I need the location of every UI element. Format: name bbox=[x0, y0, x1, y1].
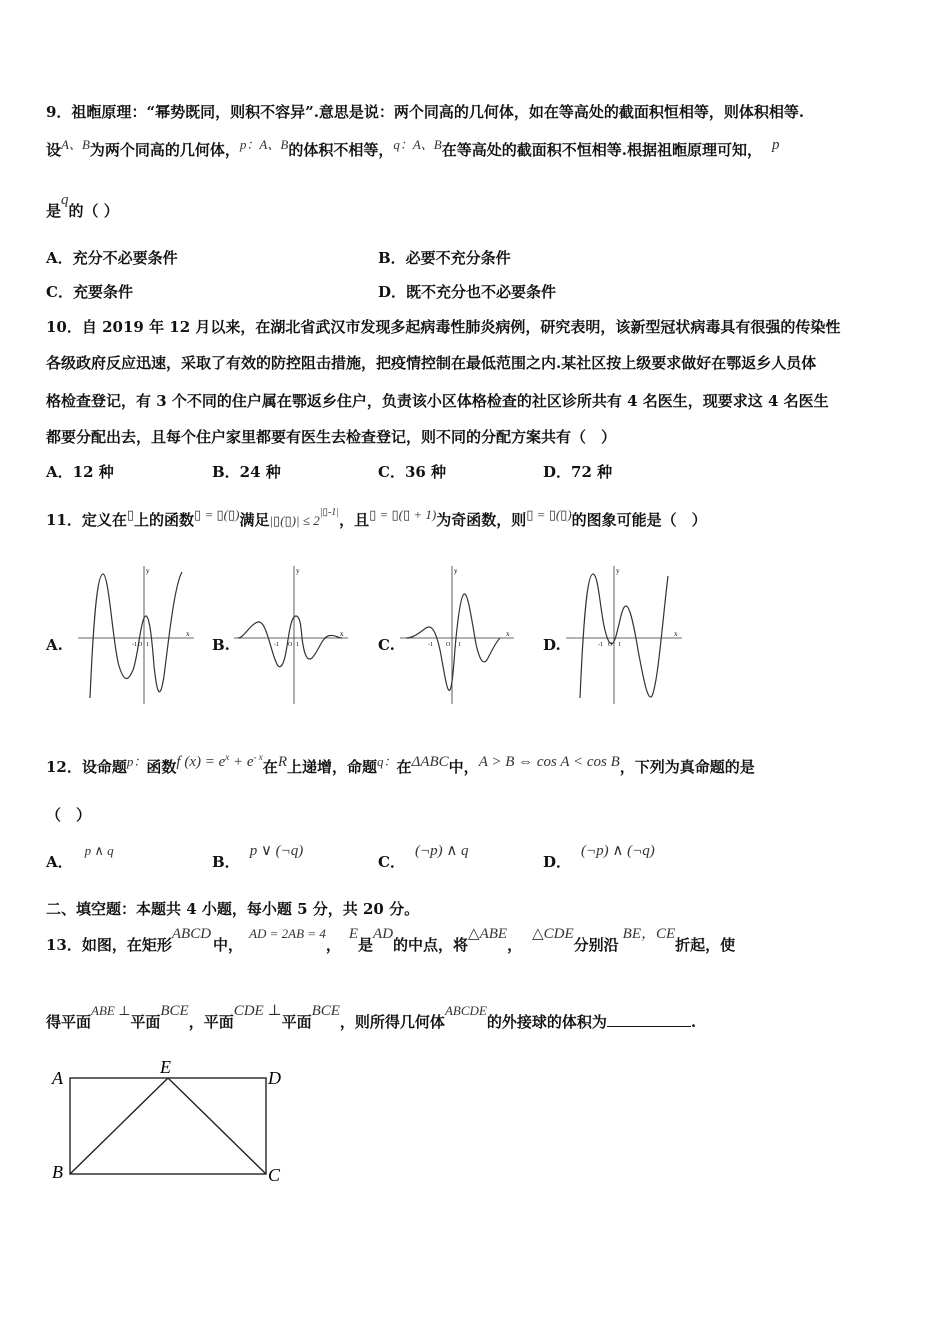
tick-origin: O bbox=[138, 642, 143, 648]
tick-neg-1: -1 bbox=[132, 642, 137, 648]
tick-pos-1: 1 bbox=[146, 642, 149, 648]
tick-origin: O bbox=[288, 642, 293, 648]
q13-rectangle-figure bbox=[48, 1056, 298, 1184]
q10-option-b: B．24 种 bbox=[212, 463, 281, 481]
q10-line3: 格检查登记，有 3 个不同的住户属在鄂返乡住户，负责该小区体格检查的社区诊所共有 4 名医生，现要求这 4 名医生 bbox=[46, 392, 829, 410]
q12-option-c: C．(¬p) ∧ q bbox=[378, 843, 469, 871]
q10-option-d: D．72 种 bbox=[543, 463, 613, 481]
q11-label-a: A. bbox=[46, 636, 63, 654]
x-label: x bbox=[674, 630, 678, 638]
q10-option-c: C．36 种 bbox=[378, 463, 447, 481]
q9-option-b: B．必要不充分条件 bbox=[378, 249, 511, 267]
q10-option-a: A．12 种 bbox=[46, 463, 114, 481]
q9-option-c: C．充要条件 bbox=[46, 283, 133, 301]
segment-be bbox=[70, 1078, 168, 1174]
q13-line1: 13．如图，在矩形ABCD中，AD = 2AB = 4，E是AD的中点，将△ABE，△CDE分别沿BE，CE折起，使 bbox=[46, 926, 736, 954]
q9-line1: 9．祖暅原理：“幂势既同，则积不容异”.意思是说：两个同高的几何体，如在等高处的截面积恒相等，则体积相等. bbox=[46, 103, 805, 121]
q10-line4: 都要分配出去，且每个住户家里都要有医生去检查登记，则不同的分配方案共有（ ） bbox=[46, 428, 617, 446]
label-a: A bbox=[52, 1068, 63, 1088]
tick-neg-1: -1 bbox=[428, 642, 433, 648]
answer-blank[interactable] bbox=[607, 1012, 691, 1027]
section-heading-fill-in: 二、填空题：本题共 4 小题，每小题 5 分，共 20 分。 bbox=[46, 900, 420, 918]
q12-option-a: A．p ∧ q bbox=[46, 843, 114, 871]
x-label: x bbox=[340, 630, 344, 638]
q12-stem: 12．设命题p：函数f $(x) = e^x + e^{- x}$在R上递增，命题q：在ΔABC中，A > B ⇔ cos A < cos B，下列为真命题的是 bbox=[46, 752, 755, 776]
curve bbox=[580, 574, 668, 698]
q12-option-d: D．(¬p) ∧ (¬q) bbox=[543, 843, 655, 871]
y-label: y bbox=[146, 567, 150, 575]
tick-origin: O bbox=[446, 642, 451, 648]
q13-line2: 得平面ABE ⊥平面BCE，平面CDE ⊥平面BCE，则所得几何体ABCDE的外接球的体积为 . bbox=[46, 1003, 697, 1031]
q11-graph-c bbox=[400, 566, 520, 704]
tick-neg-1: -1 bbox=[274, 642, 279, 648]
q10-line1: 10．自 2019 年 12 月以来，在湖北省武汉市发现多起病毒性肺炎病例，研究表明，该新型冠状病毒具有很强的传染性 bbox=[46, 318, 841, 336]
tick-pos-1: 1 bbox=[618, 642, 621, 648]
q9-option-a: A．充分不必要条件 bbox=[46, 249, 178, 267]
label-d: D bbox=[268, 1068, 281, 1088]
tick-neg-1: -1 bbox=[598, 642, 603, 648]
curve bbox=[90, 572, 182, 698]
q11-graph-a bbox=[78, 566, 198, 704]
segment-ce bbox=[168, 1078, 266, 1174]
q9-line2: 设A、B为两个同高的几何体，p：A、B的体积不相等，q：A、B在等高处的截面积不恒相等.根据祖暅原理可知， p bbox=[46, 137, 780, 159]
tick-origin: O bbox=[608, 642, 613, 648]
q11-stem: 11．定义在▯上的函数▯ = ▯(▯)满足|▯(▯)| ≤ $2^{|▯-1|}$，且▯ = ▯(▯ + 1)为奇函数，则▯ = ▯(▯)的图象可能是（ ） bbox=[46, 507, 707, 529]
q11-graph-b bbox=[234, 566, 354, 704]
curve bbox=[406, 594, 500, 691]
q9-line3: 是q的（ ） bbox=[46, 192, 119, 220]
rectangle-abcd bbox=[70, 1078, 266, 1174]
label-e: E bbox=[160, 1057, 171, 1077]
q11-label-c: C. bbox=[378, 636, 395, 654]
label-b: B bbox=[52, 1162, 63, 1182]
y-label: y bbox=[616, 567, 620, 575]
q11-label-d: D. bbox=[543, 636, 561, 654]
q10-line2: 各级政府反应迅速，采取了有效的防控阻击措施，把疫情控制在最低范围之内.某社区按上级要求做好在鄂返乡人员体 bbox=[46, 354, 817, 372]
x-label: x bbox=[186, 630, 190, 638]
q11-graph-d bbox=[566, 566, 686, 704]
q9-option-d: D．既不充分也不必要条件 bbox=[378, 283, 557, 301]
q12-paren: （ ） bbox=[46, 806, 92, 824]
q11-label-b: B. bbox=[212, 636, 230, 654]
x-label: x bbox=[506, 630, 510, 638]
y-label: y bbox=[454, 567, 458, 575]
tick-pos-1: 1 bbox=[458, 642, 461, 648]
tick-pos-1: 1 bbox=[296, 642, 299, 648]
q12-option-b: B．p ∨ (¬q) bbox=[212, 843, 304, 871]
label-c: C bbox=[268, 1165, 281, 1184]
y-label: y bbox=[296, 567, 300, 575]
